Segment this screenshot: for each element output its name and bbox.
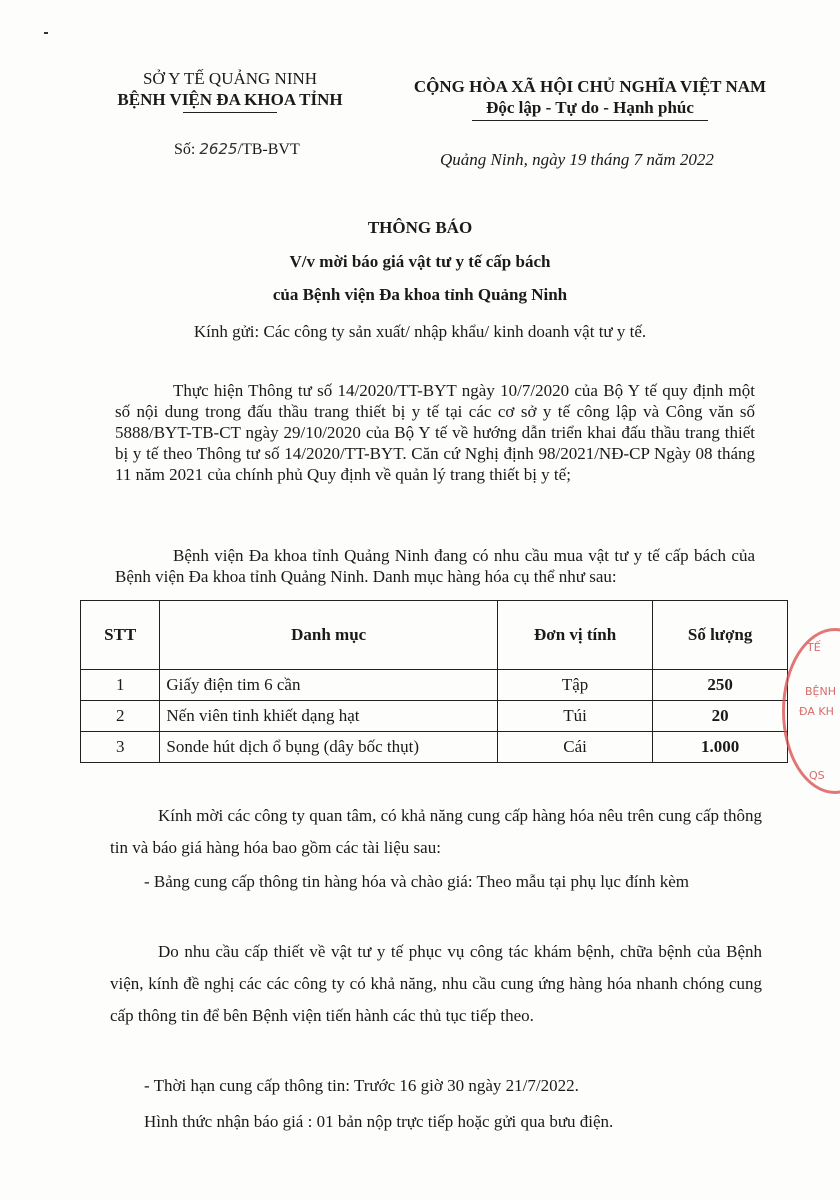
document-number: Số: 2625/TB-BVT xyxy=(174,140,300,158)
body-paragraph-2 xyxy=(110,866,762,898)
scan-mark xyxy=(44,32,48,34)
body-paragraph-4 xyxy=(110,1070,762,1102)
table-row xyxy=(81,732,788,763)
table-header-row xyxy=(81,601,788,670)
hospital-name: BỆNH VIỆN ĐA KHOA TỈNH xyxy=(117,90,343,109)
col-header-qty: Số lượng xyxy=(653,601,788,670)
row-unit: Cái xyxy=(497,732,652,763)
row-unit: Tập xyxy=(497,670,652,701)
agency-name: SỞ Y TẾ QUẢNG NINH xyxy=(142,69,318,88)
intro-paragraph xyxy=(115,380,755,485)
table-row xyxy=(81,670,788,701)
issuer-block xyxy=(100,68,360,110)
row-item: Giấy điện tim 6 cần xyxy=(160,670,498,701)
notice-subject: V/v mời báo giá vật tư y tế cấp bách xyxy=(289,252,551,271)
row-stt: 1 xyxy=(81,670,160,701)
notice-subject-2: của Bệnh viện Đa khoa tỉnh Quảng Ninh xyxy=(272,285,568,304)
goods-table xyxy=(80,600,788,763)
body-paragraph-3 xyxy=(110,936,762,1032)
motto-underline xyxy=(472,120,708,121)
row-item: Nến viên tinh khiết dạng hạt xyxy=(160,701,498,732)
recipient-line: Kính gửi: Các công ty sản xuất/ nhập khẩu/ kinh doanh vật tư y tế. xyxy=(193,322,647,341)
row-stt: 2 xyxy=(81,701,160,732)
intro-text-2: Bệnh viện Đa khoa tỉnh Quảng Ninh đang có nhu cầu mua vật tư y tế cấp bách của Bệnh viện Đa khoa tỉnh Quảng Ninh. Danh mục hàng hóa cụ thể như sau: xyxy=(115,546,755,586)
hospital-stamp: TẾ BỆNH ĐA KH QS xyxy=(782,628,840,794)
intro-paragraph-2 xyxy=(115,545,755,587)
submission-method-text: Hình thức nhận báo giá : 01 bản nộp trực tiếp hoặc gửi qua bưu điện. xyxy=(144,1112,614,1131)
row-unit: Túi xyxy=(497,701,652,732)
invitation-text: Kính mời các công ty quan tâm, có khả năng cung cấp hàng hóa nêu trên cung cấp thông tin và báo giá hàng hóa bao gồm các tài liệu sau: xyxy=(110,806,762,857)
deadline-text: - Thời hạn cung cấp thông tin: Trước 16 giờ 30 ngày 21/7/2022. xyxy=(144,1076,579,1095)
documents-required-text: - Bảng cung cấp thông tin hàng hóa và chào giá: Theo mẫu tại phụ lục đính kèm xyxy=(144,872,689,891)
col-header-unit: Đơn vị tính xyxy=(497,601,652,670)
row-qty: 1.000 xyxy=(653,732,788,763)
col-header-stt: STT xyxy=(81,601,160,670)
issuer-underline xyxy=(183,112,277,113)
row-qty: 250 xyxy=(653,670,788,701)
intro-text-1: Thực hiện Thông tư số 14/2020/TT-BYT ngày 10/7/2020 của Bộ Y tế quy định một số nội dung trong đấu thầu trang thiết bị y tế tại các cơ sở y tế công lập và Công văn số 5888/BYT-TB-CT ngày 29/10/2020 của Bộ Y tế về hướng dẫn triển khai đấu thầu trang thiết bị y tế theo Thông tư số 14/2020/TT-BYT. Căn cứ Nghị định 98/2021/NĐ-CP Ngày 08 tháng 11 năm 2021 của chính phủ Quy định về quản lý trang thiết bị y tế; xyxy=(115,381,755,484)
nation-motto: Độc lập - Tự do - Hạnh phúc xyxy=(486,98,694,117)
issue-date: Quảng Ninh, ngày 19 tháng 7 năm 2022 xyxy=(440,150,714,169)
body-paragraph-1 xyxy=(110,800,762,864)
urgency-text: Do nhu cầu cấp thiết về vật tư y tế phục vụ công tác khám bệnh, chữa bệnh của Bệnh viện, kính đề nghị các các công ty có khả năng, nhu cầu cung ứng hàng hóa nhanh chóng cung cấp thông tin để bên Bệnh viện tiến hành các thủ tục tiếp theo. xyxy=(110,942,762,1025)
nation-name: CỘNG HÒA XÃ HỘI CHỦ NGHĨA VIỆT NAM xyxy=(413,77,767,96)
col-header-item: Danh mục xyxy=(160,601,498,670)
table-row xyxy=(81,701,788,732)
row-item: Sonde hút dịch ổ bụng (dây bốc thụt) xyxy=(160,732,498,763)
row-stt: 3 xyxy=(81,732,160,763)
body-paragraph-5 xyxy=(110,1106,762,1138)
handwritten-number: 2625 xyxy=(199,140,238,158)
notice-title: THÔNG BÁO xyxy=(367,218,473,237)
row-qty: 20 xyxy=(653,701,788,732)
nation-block xyxy=(380,76,800,118)
